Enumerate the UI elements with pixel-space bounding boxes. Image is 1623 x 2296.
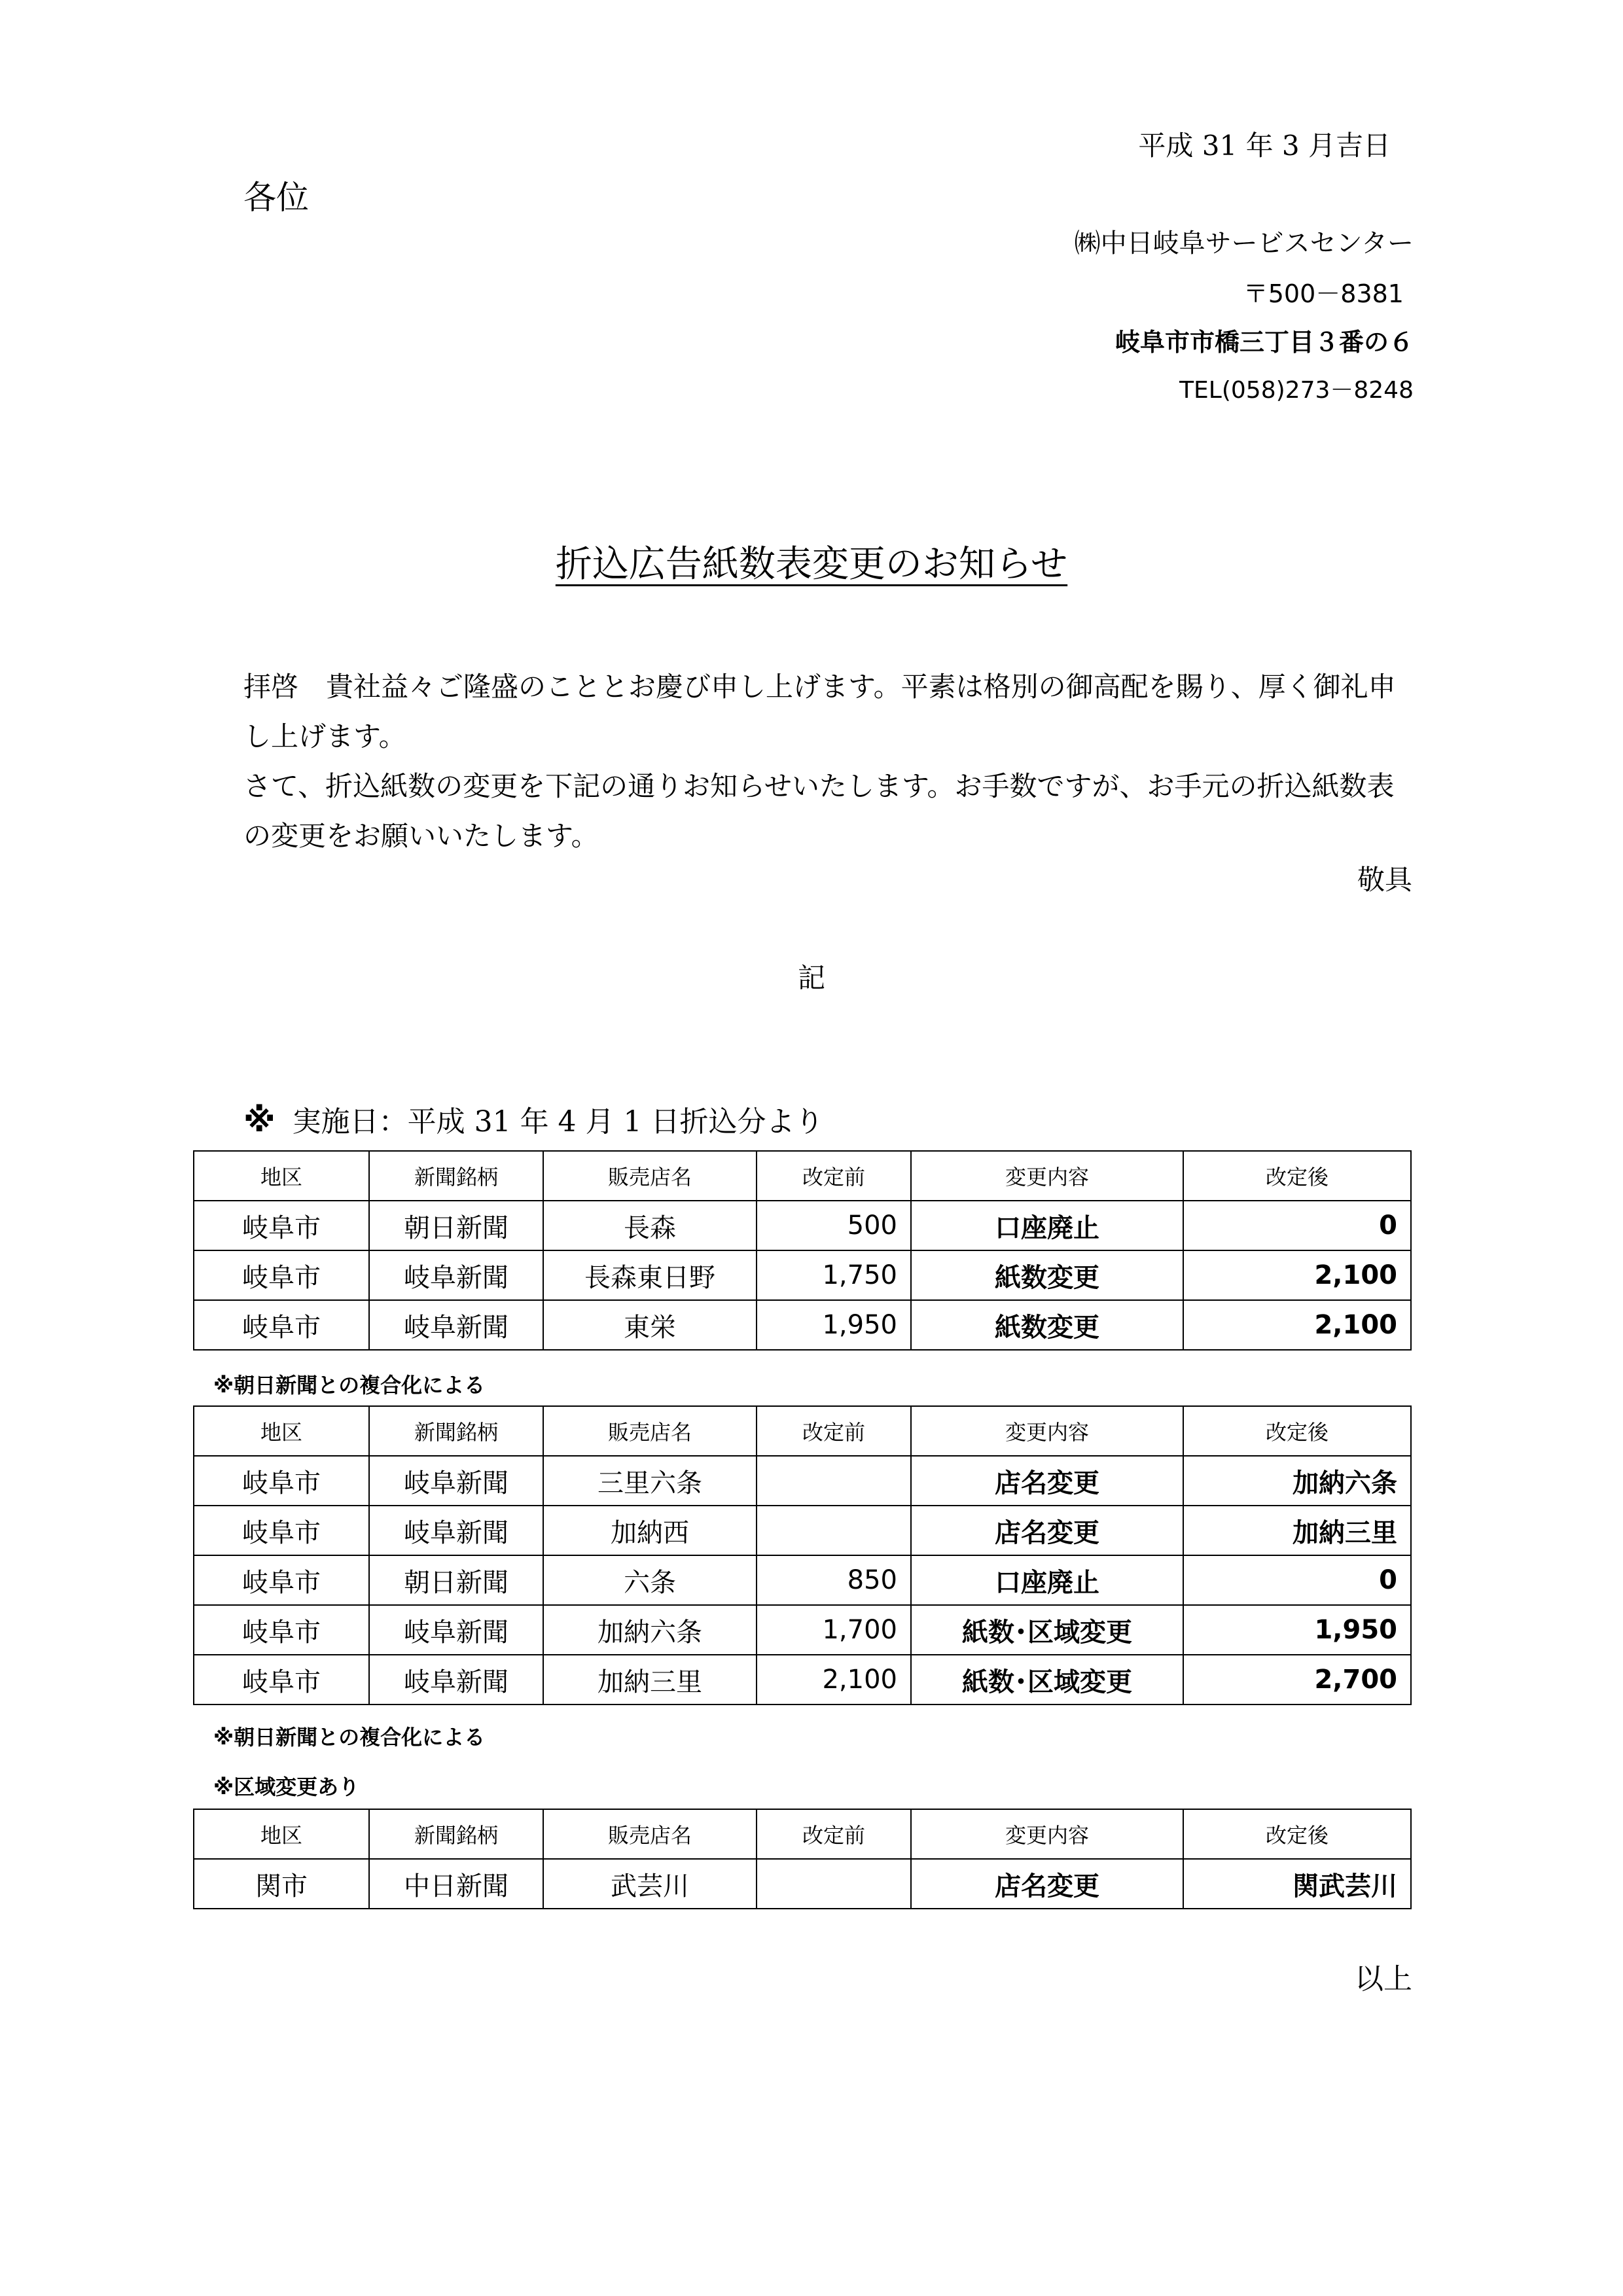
change-table-3 (193, 1809, 1412, 1909)
cell-store: 長森東日野 (543, 1250, 757, 1300)
cell-store: 加納三里 (543, 1655, 757, 1704)
table-row (194, 1555, 1411, 1605)
header-change: 変更内容 (911, 1809, 1183, 1859)
recipient: 各位 (243, 179, 309, 217)
header-after: 改定後 (1183, 1151, 1411, 1201)
table-row (194, 1300, 1411, 1350)
cell-change: 紙数変更 (911, 1250, 1183, 1300)
change-table-1 (193, 1150, 1412, 1351)
header-store: 販売店名 (543, 1809, 757, 1859)
header-change: 変更内容 (911, 1406, 1183, 1456)
header-area: 地区 (194, 1406, 369, 1456)
cell-after: 関武芸川 (1183, 1859, 1411, 1909)
header-newspaper: 新聞銘柄 (369, 1406, 543, 1456)
header-before: 改定前 (757, 1809, 911, 1859)
header-store: 販売店名 (543, 1151, 757, 1201)
cell-newspaper: 岐阜新聞 (369, 1506, 543, 1555)
header-newspaper: 新聞銘柄 (369, 1151, 543, 1201)
cell-before (757, 1456, 911, 1506)
body-text (243, 662, 1421, 861)
cell-change: 口座廃止 (911, 1201, 1183, 1250)
change-table-2 (193, 1405, 1412, 1705)
cell-before: 1,750 (757, 1250, 911, 1300)
cell-before: 850 (757, 1555, 911, 1605)
cell-after: 加納三里 (1183, 1506, 1411, 1555)
cell-change: 口座廃止 (911, 1555, 1183, 1605)
table-header-row (194, 1151, 1411, 1201)
cell-after: 1,950 (1183, 1605, 1411, 1655)
ending-word: 以上 (1355, 1962, 1412, 1996)
cell-newspaper: 朝日新聞 (369, 1555, 543, 1605)
cell-newspaper: 岐阜新聞 (369, 1456, 543, 1506)
cell-area: 岐阜市 (194, 1250, 369, 1300)
cell-after: 2,100 (1183, 1300, 1411, 1350)
header-before: 改定前 (757, 1406, 911, 1456)
cell-area: 岐阜市 (194, 1201, 369, 1250)
cell-area: 岐阜市 (194, 1655, 369, 1704)
header-newspaper: 新聞銘柄 (369, 1809, 543, 1859)
implementation-text: 実施日：平成 31 年 4 月 1 日折込分より (292, 1105, 824, 1139)
cell-after: 2,100 (1183, 1250, 1411, 1300)
table-row (194, 1655, 1411, 1704)
cell-after: 0 (1183, 1201, 1411, 1250)
cell-area: 関市 (194, 1859, 369, 1909)
cell-store: 三里六条 (543, 1456, 757, 1506)
cell-area: 岐阜市 (194, 1456, 369, 1506)
cell-change: 店名変更 (911, 1506, 1183, 1555)
note-2: ※朝日新聞との複合化による (213, 1725, 486, 1750)
table-header-row (194, 1809, 1411, 1859)
cell-store: 六条 (543, 1555, 757, 1605)
sender-address: 岐阜市市橋三丁目３番の６ (1115, 328, 1414, 357)
cell-area: 岐阜市 (194, 1300, 369, 1350)
cell-before: 2,100 (757, 1655, 911, 1704)
cell-area: 岐阜市 (194, 1605, 369, 1655)
body-paragraph-1: 拝啓 貴社益々ご隆盛のこととお慶び申し上げます。平素は格別の御高配を賜り、厚く御礼申し上げます。 (243, 671, 1396, 752)
header-area: 地区 (194, 1151, 369, 1201)
cell-newspaper: 朝日新聞 (369, 1201, 543, 1250)
cell-after: 0 (1183, 1555, 1411, 1605)
header-area: 地区 (194, 1809, 369, 1859)
cell-newspaper: 岐阜新聞 (369, 1655, 543, 1704)
table-row (194, 1250, 1411, 1300)
cell-area: 岐阜市 (194, 1555, 369, 1605)
cell-newspaper: 岐阜新聞 (369, 1605, 543, 1655)
cell-before: 500 (757, 1201, 911, 1250)
table-row (194, 1605, 1411, 1655)
cell-change: 店名変更 (911, 1859, 1183, 1909)
note-1: ※朝日新聞との複合化による (213, 1373, 486, 1398)
document-title: 折込広告紙数表変更のお知らせ (555, 543, 1068, 586)
cell-change: 紙数･区域変更 (911, 1605, 1183, 1655)
ki-heading: 記 (797, 962, 825, 994)
cell-store: 武芸川 (543, 1859, 757, 1909)
table-row (194, 1506, 1411, 1555)
table-row (194, 1456, 1411, 1506)
cell-change: 紙数変更 (911, 1300, 1183, 1350)
sender-tel: TEL(058)273－8248 (1179, 377, 1414, 404)
table-header-row (194, 1406, 1411, 1456)
cell-change: 紙数･区域変更 (911, 1655, 1183, 1704)
sender-postal-code: 〒500－8381 (1243, 279, 1404, 308)
cell-before (757, 1506, 911, 1555)
table-row (194, 1859, 1411, 1909)
cell-before: 1,700 (757, 1605, 911, 1655)
header-after: 改定後 (1183, 1406, 1411, 1456)
note-3: ※区域変更あり (213, 1775, 360, 1799)
table-row (194, 1201, 1411, 1250)
body-paragraph-2: さて、折込紙数の変更を下記の通りお知らせいたします。お手数ですが、お手元の折込紙数表の変更をお願いいたします。 (243, 770, 1395, 852)
cell-store: 加納六条 (543, 1605, 757, 1655)
cell-newspaper: 岐阜新聞 (369, 1250, 543, 1300)
cell-store: 長森 (543, 1201, 757, 1250)
cell-store: 加納西 (543, 1506, 757, 1555)
cell-newspaper: 岐阜新聞 (369, 1300, 543, 1350)
cell-before: 1,950 (757, 1300, 911, 1350)
closing-word: 敬具 (1357, 864, 1412, 896)
reference-mark: ※ (243, 1101, 276, 1139)
header-store: 販売店名 (543, 1406, 757, 1456)
header-change: 変更内容 (911, 1151, 1183, 1201)
cell-before (757, 1859, 911, 1909)
sender-company: ㈱中日岐阜サービスセンター (1074, 228, 1414, 258)
implementation-date (243, 1098, 824, 1140)
cell-after: 2,700 (1183, 1655, 1411, 1704)
cell-after: 加納六条 (1183, 1456, 1411, 1506)
cell-area: 岐阜市 (194, 1506, 369, 1555)
cell-store: 東栄 (543, 1300, 757, 1350)
cell-newspaper: 中日新聞 (369, 1859, 543, 1909)
cell-change: 店名変更 (911, 1456, 1183, 1506)
header-before: 改定前 (757, 1151, 911, 1201)
header-after: 改定後 (1183, 1809, 1411, 1859)
issue-date: 平成 31 年 3 月吉日 (1138, 130, 1391, 162)
